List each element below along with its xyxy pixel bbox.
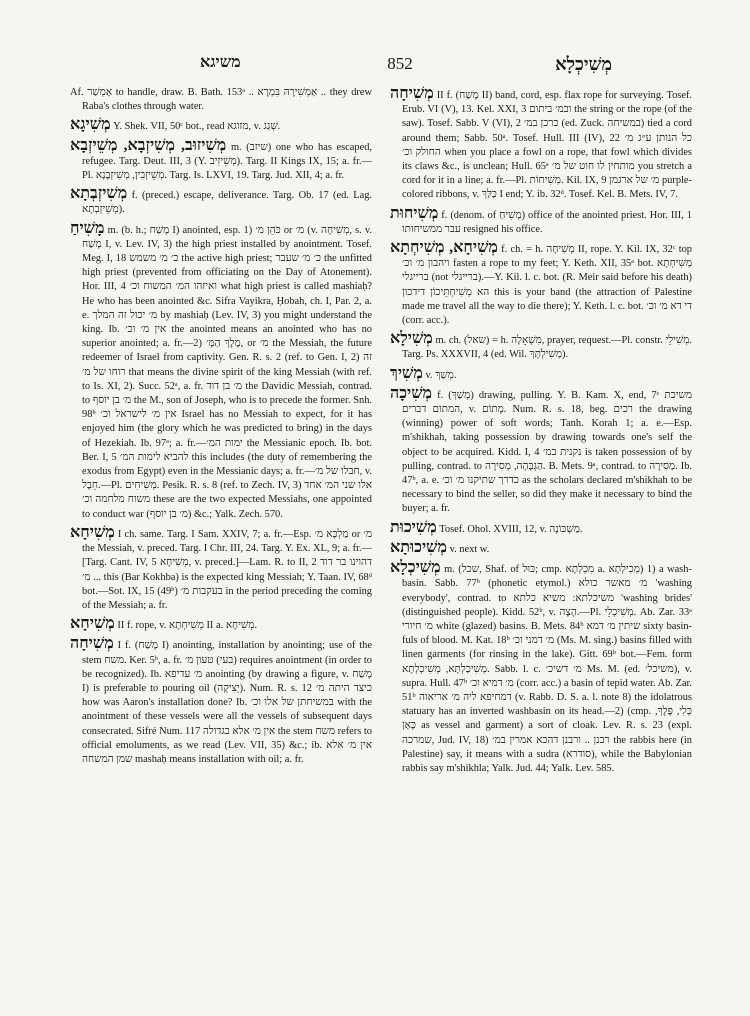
dictionary-entry xyxy=(70,117,372,134)
entry-definition: m. (שיזב) one who has escaped, refugee. Targ. Deut. III, 3 (Y. מְשֵׁיזִיב). Targ. II Kings IX, 15; a. fr.—Pl. מְשֵׁיזְבִין, מְשִׁיזְבָנָא. Targ. Is. LXVI, 19. Targ. Jud. XII, 4; a. fr. xyxy=(82,141,372,182)
entry-headword: מְשִׁיכָה xyxy=(390,384,433,402)
entry-definition: f. ch. = h. מְשִׁיחָה II, rope. Y. Kil. IX, 32ᶜ top ויהבון מ׳ וכ׳ fasten a rope to my feet; Y. Keth. XII, 35ᵃ bot. מְשִׁיחְתָא ברייגלי (not ברייגלי).—Y. Kil. l. c. bot. (R. Meir said before his death) הא מְשִׁיחְתֵּיכוֹן דידכון this is your band (the attraction of Palestine made me travel all the way to die there); Y. Keth. l. c. bot. די דא מ׳ וכ׳ (corr. acc.). xyxy=(402,244,692,327)
entry-definition: Y. Shek. VII, 50ᶜ bot., read מזוגא, v. שְׁגַג. xyxy=(113,121,281,133)
right-column xyxy=(390,86,692,779)
entry-definition: v. next w. xyxy=(449,543,490,555)
entry-definition: I f. (מָשַׁח I) anointing, installation by anointing; use of the stem משח. Ker. 5ᵇ, a. fr. בעי) טעון מ׳) requires anointment (in order to be recognized). Ib. מ׳ עדיפא anointing (by drawing a figure, v. מָשַׁח I) is preferable to pouring oil (יְצִיקָה). Num. R. s. 12 כיצד היתה מ׳ how was Aaron's installation done? Ib. במשיחתן של אלו וכ׳ with the anointment of these vessels were all the vessels of subsequent days consecrated. Sifré Num. 117 אין מ׳ אלא בגדולה the stem משח refers to official emoluments, as we read (Lev. VII, 35) &c.; ib. אין מ׳ אלא שמן המשחה mashaḥ means installation with oil; a. fr. xyxy=(82,640,372,765)
dictionary-entry xyxy=(70,86,372,114)
entry-headword: מְשִׁיכוּתָא xyxy=(390,538,447,556)
entry-headword: מְשִׁיךְ xyxy=(390,364,423,382)
dictionary-entry xyxy=(70,616,372,633)
entry-headword: מְשִׁיגָא xyxy=(70,116,111,134)
dictionary-entry xyxy=(390,520,692,537)
entry-definition: v. מְשַׁךְ. xyxy=(425,369,457,381)
dictionary-entry xyxy=(70,636,372,767)
entry-headword: מְשִׁיחָה xyxy=(390,85,434,102)
entry-headword: מְשִׁיחָה xyxy=(70,635,114,653)
entry-definition: I ch. same. Targ. I Sam. XXIV, 7; a. fr.—Esp. מַלְכָּא מ׳ or מ׳ the Messiah, v. preced. Targ. I Chr. III, 24. Targ. Y. Ex. XL, 9; a. fr.—[Targ. Cant. IV, 5 מְשִׁיחָא, v. preced.]—Lam. R. to II, 2 דהוינו בר דוד ... מ׳ this (Bar Kokhba) is the expected king Messiah; Y. Taan. IV, 68ᵈ bot.—Sot. IX, 15 (49ᵇ) בעקבות מ׳ in the period preceding the coming of the Messiah; a. fr. xyxy=(82,528,372,611)
dictionary-entry xyxy=(390,540,692,557)
entry-definition: Af. אַמְשַׁר to handle, draw. B. Bath. 153ᵃ .. אַמְשִׁירָהּ בִּמְרָא .. they drew Raba's clothes through water. xyxy=(70,87,372,113)
entry-headword: מְשִׁיכוּת xyxy=(390,518,437,536)
entry-definition: m. ch. (שאל) = h. מִשְׁאָלָה, prayer, request.—Pl. constr. מְשִׁילֵי. Targ. Ps. XXXVII, 4 (ed. Wil. מְשִׁילְתָּךְ). xyxy=(402,335,692,361)
entry-definition: m. (b. h.; מָשַׁח I) anointed, esp. 1) כֹּהֵן מ׳ or מ׳ (v. מְשִׁיחָה, s. v. מָשַׁח I, v. Lev. IV, 3) the high priest installed by anointment. Tosef. Meg. I, 18 כ׳ מ׳ משמש the active high priest; כ׳ מ׳ שעבר the unfitted high priest (prevented from officiating on the Day of Atonement). Hor. III, 4 ואיזהו המ׳ המשוח וכ׳ what high priest is called mashiaḥ? He who has been anointed &c. Sifra Vayikra, Ḥobah, ch. I, Par. 2, a. e. מ׳ יכול זה המלך by mashiaḥ (Lev. IV, 3) you might understand the king. Ib. אין מ׳ וכ׳ the anointed means an anointed who has no superior anointed; a. fr.—2) מֶלֶךְ הַמָּ׳, or מ׳ the Messiah, the future redeemer of Israel from captivity. Gen. R. s. 2 (ref. to Gen. I, 2) זה רוחו של מ׳ that means the divine spirit of the king Messiah (with ref. to Is. XI, 2). Succ. 52ᵃ, a. fr. מ׳ בן דוד the Davidic Messiah, contrad. to מ׳ בן יוסף the M., son of Joseph, who is to precede the former. Snh. 98ᵇ אין מ׳ לישראל וכ׳ Israel has no Messiah to expect, for it has enjoyed him (the glory which he was predicted to bring) in the days of Hezekiah. Ib. 97ᵃ; a. fr.—ימות המ׳ the Messianic epoch. Ib. bot. Ber. I, 5 להביא לימות המ׳ this includes (the duty of remembering the exodus from Egypt) even in the Messianic days; a. fr.—חבלו של מ׳, v. חֵבֶל.—Pl. מְשִׁיחִים. Pesik. R. s. 8 (ref. to Zech. IV, 3) אלו שני המ׳ אחד משוח מלחמה וכ׳ these are the two expected Messiahs, one appointed to conduct war (מ׳ בן יוסף) &c.; Yalk. Zech. 570. xyxy=(82,224,373,520)
entry-definition: Tosef. Ohol. XVIII, 12, v. מַשְׁכּוֹנָה. xyxy=(439,523,583,535)
dictionary-entry xyxy=(70,138,372,184)
entry-headword: מְשִׁילָא xyxy=(390,330,433,348)
dictionary-entry xyxy=(390,560,692,776)
left-running-head: משיגא xyxy=(200,54,241,71)
entry-definition: f. (מָשַׁךְ) drawing, pulling. Y. B. Kam. X, end, 7ᶜ משיכת המתום דברים, v. מָתוֹם. Num. R. s. 18, beg. רכים the drawing (winning) power of soft words; Tanh. Korah 1; a. e.—Esp. m'shikhah, taking possession by drawing towards one's self the object to be acquired. Kidd. I, 4 נקנית במ׳ is taken possession of by pulling, contrad. to הַגְבָּהָה, מְסִירָה. B. Mets. 9ᵃ, contrad. to מְסִירָה. Ib. 47ᵇ, a. e. כדרך שתיקנו מ׳ וכ׳ as the scholars declared m'shikhah to be necessary to bind the seller, so did they make it necessary to bind the buyer; a. fr. xyxy=(402,389,693,515)
entry-headword: מְשִׁיזוּב, מְשִׁיזְבָא, מְשֵׁיזְבָא xyxy=(70,136,227,154)
dictionary-entry xyxy=(390,331,692,362)
dictionary-entry xyxy=(390,240,692,328)
entry-definition: f. (denom. of מָשִׁיחַ) office of the anointed priest. Hor. III, 1 עבר ממשיחותו resigned his office. xyxy=(402,209,692,235)
dictionary-entry xyxy=(390,386,692,517)
left-column xyxy=(70,86,372,779)
entry-definition: II f. (מָשַׁח II) band, cord, esp. flax rope for surveying. Tosef. Erub. VI (V), 13. Kel. XXI, 3 ובמ׳ ביתום the string or the rope (of the saw). Tosef. Sabb. V (VI), 2 כרכן במ׳ (ed. Zuck. במשיחה) tied a cord around them; Sabb. 50ᵃ. Tosef. Hull. III (IV), 22 כל הנותן ע״ג מ׳ החולק וכ׳ when you place a fowl on a rope, that fowl which divides its claws &c., is unclean; Hull. 65ᵃ מותחין לו חוט של מ׳ you stretch a cord for it in a line; a. fr.—Pl. מְשִׁיחוֹת. Kil. IX, 9 מ׳ של ארגמן purple-colored ribbons, v. כַּלַּךְ I end; Y. ib. 32ᵈ. Tosef. Kel. B. Mets. IV, 7. xyxy=(402,90,692,201)
dictionary-entry xyxy=(390,206,692,237)
entry-definition: II f. rope, v. מְשִׁיחְתָא II a. מְשִׁיחָא. xyxy=(117,620,258,632)
page-number: 852 xyxy=(387,54,413,73)
dictionary-entry xyxy=(390,86,692,203)
entry-definition: f. (preced.) escape, deliverance. Targ. Ob. 17 (ed. Lag. מְשֵׁיזְבְתָא). xyxy=(82,190,372,216)
entry-headword: מְשִׁיחוּת xyxy=(390,204,439,222)
entry-headword: מְשִׁיחָא, מְשִׁיחְתָא xyxy=(390,239,498,257)
entry-headword: מְשִׁיכְלָא xyxy=(390,559,441,577)
dictionary-entry xyxy=(70,221,372,522)
page-header xyxy=(70,54,692,76)
entry-headword: מְשִׁיחָא xyxy=(70,615,115,633)
dictionary-entry xyxy=(390,366,692,383)
dictionary-entry xyxy=(70,525,372,613)
entry-headword: מְשִׁיחָא xyxy=(70,523,115,541)
right-running-head: מְשִׁיכְלָא xyxy=(555,54,612,74)
entry-definition: m. (שכל, Shaf. of כּוּל; cmp. מִכְלְתָא a. מְכִילְתָא) 1) a wash-basin. Sabb. 77ᵇ (phonetic etymol.) מ׳ מאשר כולא 'washing everybody', contrad. to משיכלתא: משיא כלתא 'washing brides' (distinguished people). Kidd. 52ᵇ, v. הָצָה.—Pl. מְשִׁיכְלֵי. Ab. Zar. 33ᵃ מ׳ חיורי white (glazed) basins. B. Mets. 84ᵇ שיתין מ׳ דמא sixty basin-fuls of blood. M. Kat. 18ᵇ מ׳ דמני וכ׳ (Ms. M. sing.) basins filled with linen garments (for rinsing in the lake). Gitt. 69ᵇ bot.—Fem. form מְשִׁיכַלְתָּא, מְשִׁיכְלְתָא. Sabb. l. c. מ׳ דשיכ׳ Ms. M. (ed. משיכל׳), v. supra. Hull. 47ᵇ מ׳ דמיא וכ׳ (corr. acc.) a basin of tepid water. Ab. Zar. 51ᵇ דמחיפא ליה מ׳ אריאוה (v. Rabb. D. S. a. l. note 8) the idolatrous statuary has an inverted washbasin on its head.—2) (cmp. כְּלִי, פֶּלֶךְ, כָּאַן as vessel and garment) a sort of cloak. Lev. R. s. 23 (expl. שמרכה, Jud. IV, 18) רבנן .. ורבנן דהכא אמרין במ׳ the rabbis here (in Palestine) say, it means with a sudra (סודרא), while the Babylonian rabbis say m'shikhla; Yalk. Jud. 44; Yalk. Lev. 585. xyxy=(402,564,692,774)
entry-headword: מְשִׁיזְבְתָא xyxy=(70,185,128,203)
entry-headword: מָשִׁיחַ xyxy=(70,219,105,237)
dictionary-entry xyxy=(70,186,372,217)
text-columns xyxy=(70,86,692,779)
